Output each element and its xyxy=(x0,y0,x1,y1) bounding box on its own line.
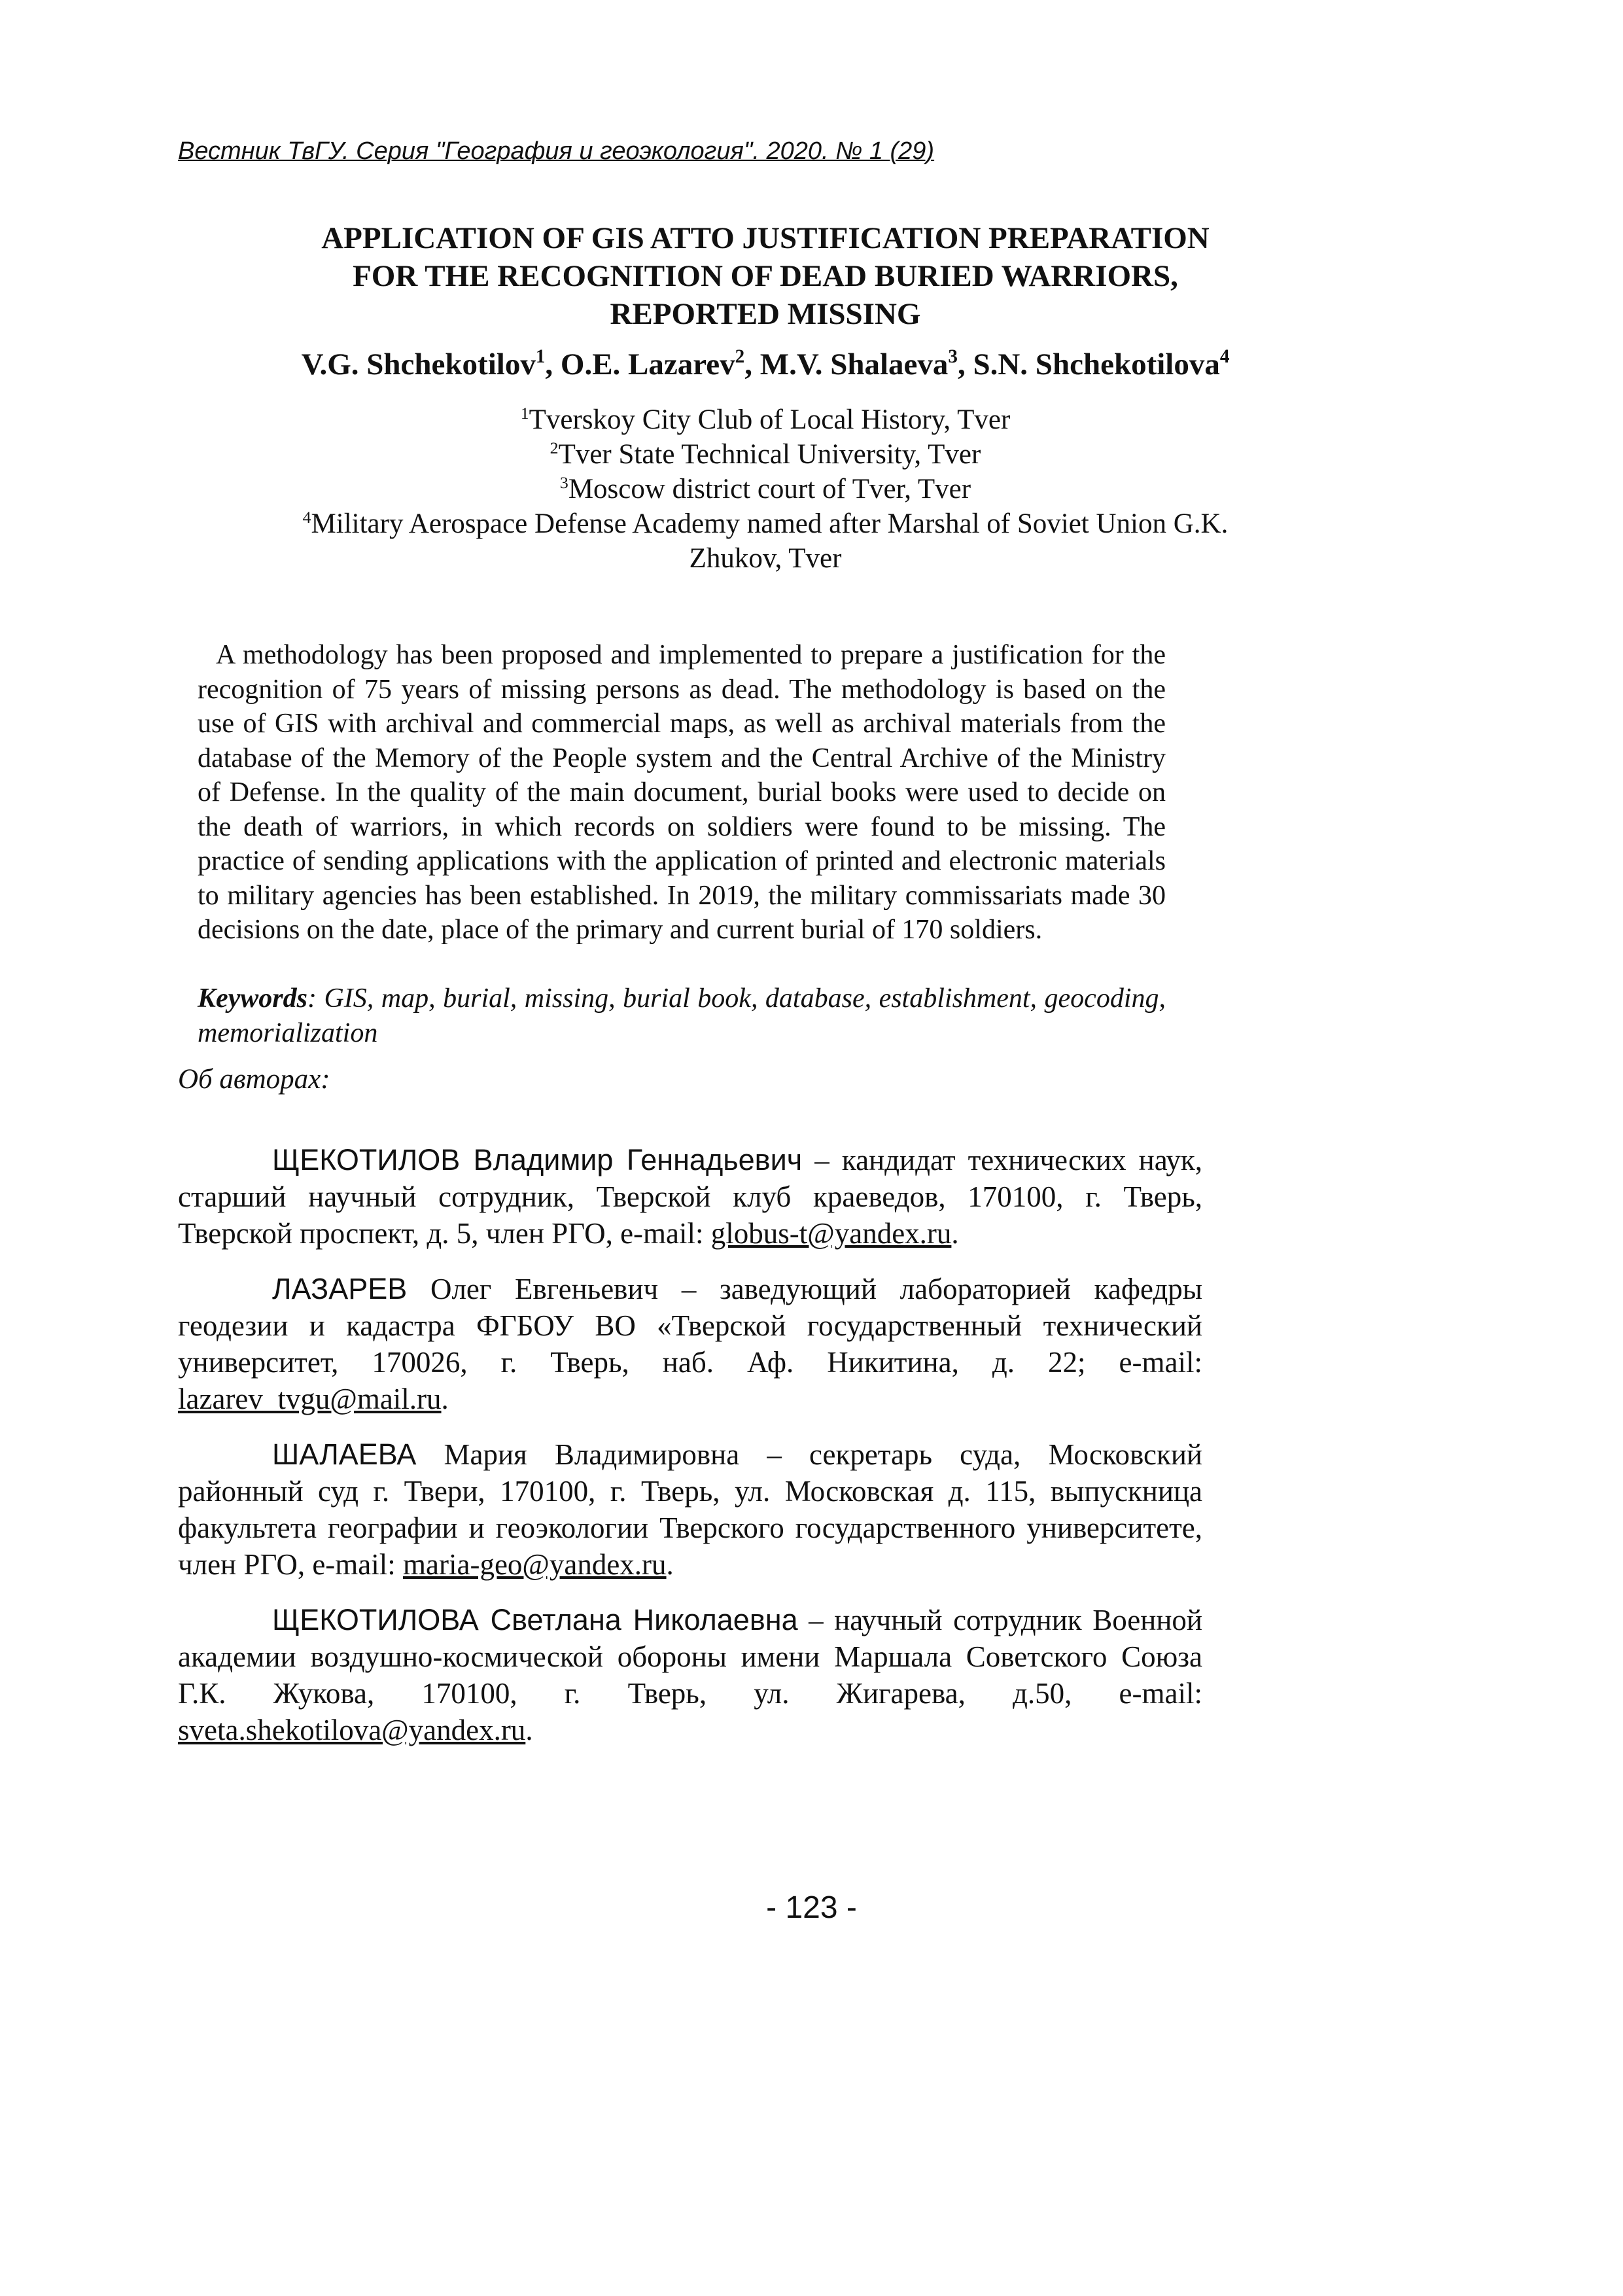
bio-end: . xyxy=(525,1714,533,1746)
author-name: V.G. Shchekotilov xyxy=(301,347,536,381)
title-line: APPLICATION OF GIS ATTO JUSTIFICATION PREPARATION xyxy=(321,221,1210,255)
author-sep: , xyxy=(545,347,561,381)
affiliation-text: Military Aerospace Defense Academy named after Marshal of Soviet Union G.K. xyxy=(311,508,1229,539)
affiliation-mark: 4 xyxy=(302,507,311,527)
title-line: FOR THE RECOGNITION OF DEAD BURIED WARRIORS, xyxy=(353,259,1178,293)
bio-name: ЩЕКОТИЛОВ Владимир Геннадьевич xyxy=(272,1143,803,1176)
affiliation-text: Tverskoy City Club of Local History, Tver xyxy=(529,404,1011,435)
affiliation-item xyxy=(150,402,1380,437)
author-bio xyxy=(178,1436,1202,1583)
affiliation-text: Tver State Technical University, Tver xyxy=(558,439,981,470)
bio-end: . xyxy=(441,1383,449,1415)
author-mark: 4 xyxy=(1219,345,1230,367)
author-name: M.V. Shalaeva xyxy=(759,347,949,381)
affiliation-item xyxy=(150,472,1380,506)
affiliation-mark: 1 xyxy=(520,403,529,423)
affiliation-item xyxy=(150,506,1380,541)
title-line: REPORTED MISSING xyxy=(610,297,921,331)
affiliation-item xyxy=(150,437,1380,472)
email-link[interactable]: lazarev_tvgu@mail.ru xyxy=(178,1383,442,1415)
page-number: - 123 - xyxy=(766,1890,857,1925)
about-authors-heading: Об авторах: xyxy=(178,1064,330,1095)
bio-end: . xyxy=(951,1217,959,1250)
bio-name: ЛАЗАРЕВ xyxy=(272,1272,408,1305)
email-link[interactable]: globus-t@yandex.ru xyxy=(710,1217,952,1250)
abstract: A methodology has been proposed and implemented to prepare a justification for the recognition of 75 years of missing persons as dead. The methodology is based on the use of GIS with archival and commercial maps, as well as archival materials from the database of the Memory of the People system and the Central Archive of the Ministry of Defense. In the quality of the main document, burial books were used to decide on the death of warriors, in which records on soldiers were found to be missing. The practice of sending applications with the application of printed and electronic materials to military agencies has been established. In 2019, the military commissariats made 30 decisions on the date, place of the primary and current burial of 170 soldiers. xyxy=(198,640,1166,945)
author-mark: 3 xyxy=(948,345,958,367)
affiliation-mark: 2 xyxy=(550,438,559,457)
article-title xyxy=(150,219,1380,333)
affiliation-list xyxy=(150,402,1380,576)
affiliation-text: Moscow district court of Tver, Tver xyxy=(568,474,971,504)
author-bio xyxy=(178,1271,1202,1417)
keywords-text: : GIS, map, burial, missing, burial book, database, establishment, geocoding, memorialization xyxy=(198,983,1166,1048)
author-name: O.E. Lazarev xyxy=(560,347,735,381)
email-link[interactable]: maria-geo@yandex.ru xyxy=(403,1548,667,1581)
author-sep: , xyxy=(744,347,760,381)
author-list xyxy=(150,347,1380,382)
author-name: S.N. Shchekotilova xyxy=(973,347,1220,381)
bio-name: ШАЛАЕВА xyxy=(272,1438,417,1471)
keywords-label: Keywords xyxy=(198,983,307,1014)
author-mark: 1 xyxy=(535,345,546,367)
bio-text: – кандидат технических наук, старший научный сотрудник, Тверской клуб краеведов, 170100, г. Тверь, Тверской проспект, д. 5, член РГО, e-mail: xyxy=(178,1144,1202,1250)
email-link[interactable]: sveta.shekotilova@yandex.ru xyxy=(178,1714,526,1746)
bio-name: ЩЕКОТИЛОВА Светлана Николаевна xyxy=(272,1603,798,1636)
affiliation-item xyxy=(150,541,1380,576)
author-mark: 2 xyxy=(735,345,745,367)
author-sep: , xyxy=(957,347,973,381)
keywords xyxy=(198,981,1166,1050)
affiliation-mark: 3 xyxy=(559,472,568,492)
bio-text: Мария Владимировна – секретарь суда, Московский районный суд г. Твери, 170100, г. Тверь, ул. Московская д. 115, выпускница факультета географии и геоэкологии Тверского государственного университете, член РГО, e-mail: xyxy=(178,1438,1202,1581)
author-bio xyxy=(178,1602,1202,1748)
bio-text: – научный сотрудник Военной академии воздушно-космической обороны имени Маршала Советского Союза Г.К. Жукова, 170100, г. Тверь, ул. Жигарева, д.50, e-mail: xyxy=(178,1604,1202,1710)
author-bio xyxy=(178,1142,1202,1252)
journal-header: Вестник ТвГУ. Серия "География и геоэкология". 2020. № 1 (29) xyxy=(178,137,935,165)
affiliation-text: Zhukov, Tver xyxy=(689,543,842,574)
bio-text: Олег Евгеньевич – заведующий лабораторией кафедры геодезии и кадастра ФГБОУ ВО «Тверской государственный технический университет, 170026, г. Тверь, наб. Аф. Никитина, д. 22; e-mail: xyxy=(178,1273,1202,1379)
bio-end: . xyxy=(666,1548,674,1581)
